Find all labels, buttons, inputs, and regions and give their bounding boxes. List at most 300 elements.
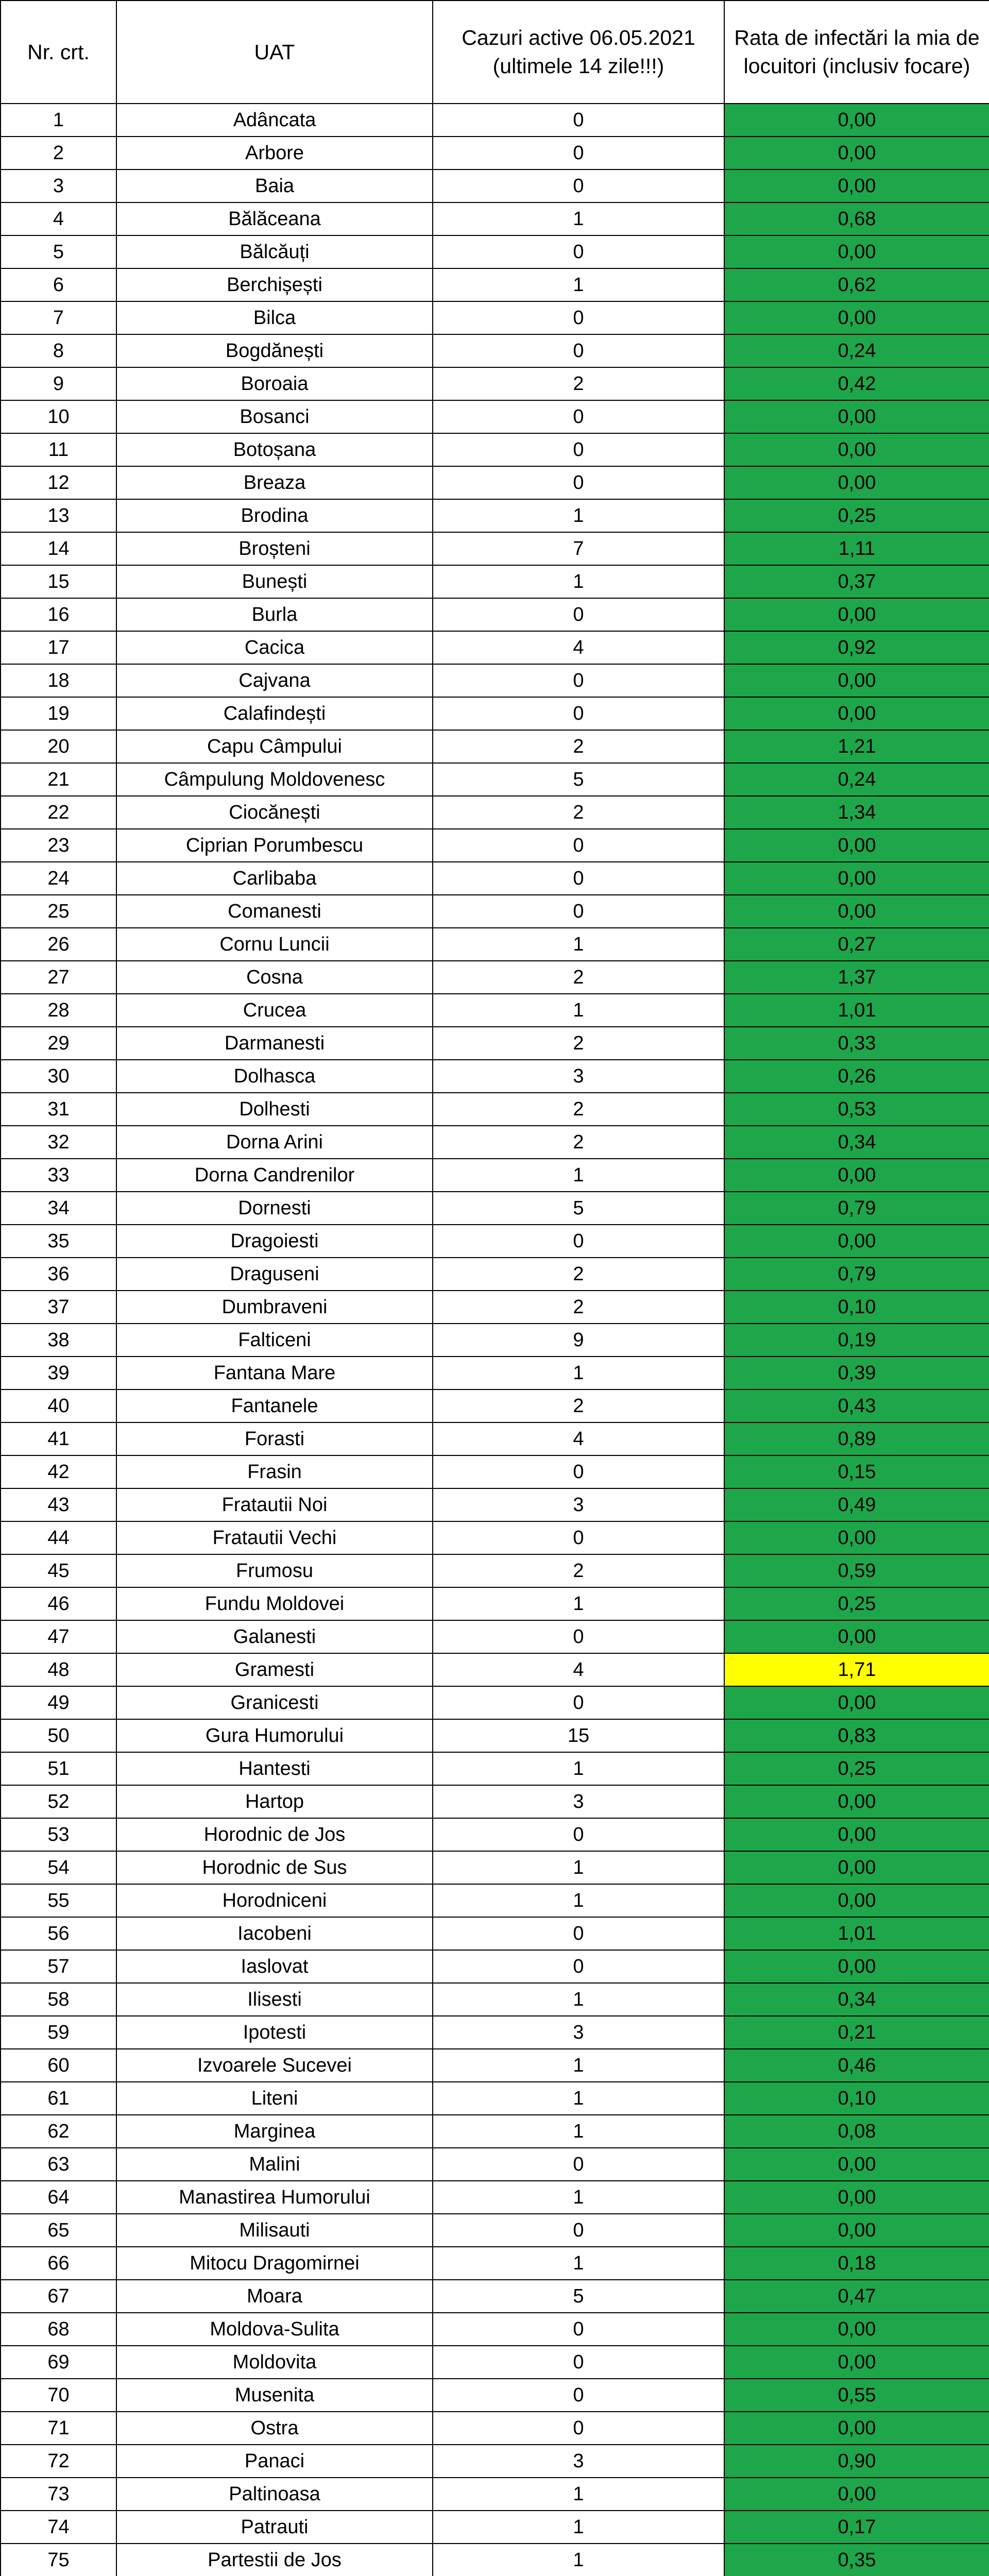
table-row (1, 2181, 989, 2214)
infection-rate: 0,24 (724, 334, 989, 367)
table-row (1, 598, 989, 631)
active-cases: 1 (433, 1357, 724, 1389)
active-cases: 0 (433, 664, 724, 697)
uat-name: Bunești (116, 565, 433, 598)
infection-rate: 0,55 (724, 2379, 989, 2412)
header-rate: Rata de infectări la mia de locuitori (inclusiv focare) (724, 1, 989, 104)
uat-name: Iaslovat (116, 1950, 433, 1983)
table-row (1, 2346, 989, 2379)
row-number: 57 (1, 1950, 116, 1983)
active-cases: 1 (433, 2181, 724, 2214)
row-number: 17 (1, 631, 116, 664)
table-row (1, 2412, 989, 2445)
active-cases: 0 (433, 2412, 724, 2445)
uat-name: Frasin (116, 1455, 433, 1488)
active-cases: 1 (433, 1752, 724, 1785)
row-number: 74 (1, 2511, 116, 2544)
uat-name: Ciocănești (116, 796, 433, 829)
active-cases: 5 (433, 2280, 724, 2313)
row-number: 24 (1, 862, 116, 895)
uat-name: Calafindești (116, 697, 433, 730)
header-cases: Cazuri active 06.05.2021 (ultimele 14 zile!!!) (433, 1, 724, 104)
active-cases: 1 (433, 928, 724, 961)
active-cases: 0 (433, 1225, 724, 1258)
infection-rate: 0,00 (724, 400, 989, 433)
infection-rate: 0,26 (724, 1060, 989, 1093)
active-cases: 0 (433, 466, 724, 499)
table-row (1, 2049, 989, 2082)
table-row (1, 1093, 989, 1126)
infection-rate: 0,59 (724, 1554, 989, 1587)
infection-rate: 0,18 (724, 2247, 989, 2280)
row-number: 31 (1, 1093, 116, 1126)
infection-rate: 0,17 (724, 2511, 989, 2544)
uat-name: Ilisesti (116, 1983, 433, 2016)
active-cases: 1 (433, 202, 724, 235)
table-row (1, 1785, 989, 1818)
active-cases: 3 (433, 2445, 724, 2478)
uat-name: Musenita (116, 2379, 433, 2412)
active-cases: 1 (433, 2511, 724, 2544)
table-row (1, 829, 989, 862)
infection-rate: 1,34 (724, 796, 989, 829)
row-number: 73 (1, 2478, 116, 2511)
table-row (1, 1620, 989, 1653)
active-cases: 1 (433, 268, 724, 301)
row-number: 25 (1, 895, 116, 928)
infection-rate: 0,79 (724, 1192, 989, 1225)
table-row (1, 1324, 989, 1357)
infection-rate: 0,10 (724, 2082, 989, 2115)
table-row (1, 1719, 989, 1752)
table-row (1, 1752, 989, 1785)
table-row (1, 2478, 989, 2511)
infection-rate: 0,00 (724, 1225, 989, 1258)
row-number: 45 (1, 1554, 116, 1587)
uat-name: Fantana Mare (116, 1357, 433, 1389)
active-cases: 1 (433, 1884, 724, 1917)
row-number: 16 (1, 598, 116, 631)
active-cases: 0 (433, 400, 724, 433)
uat-name: Manastirea Humorului (116, 2181, 433, 2214)
table-row (1, 1060, 989, 1093)
active-cases: 2 (433, 730, 724, 763)
table-row (1, 1653, 989, 1686)
row-number: 50 (1, 1719, 116, 1752)
row-number: 63 (1, 2148, 116, 2181)
infection-rate: 0,00 (724, 829, 989, 862)
table-row (1, 268, 989, 301)
row-number: 55 (1, 1884, 116, 1917)
uat-name: Bilca (116, 301, 433, 334)
infection-rate: 0,68 (724, 202, 989, 235)
infection-rate: 0,00 (724, 433, 989, 466)
uat-name: Liteni (116, 2082, 433, 2115)
row-number: 30 (1, 1060, 116, 1093)
active-cases: 0 (433, 1521, 724, 1554)
active-cases: 0 (433, 2148, 724, 2181)
row-number: 6 (1, 268, 116, 301)
row-number: 41 (1, 1422, 116, 1455)
infection-rate: 0,00 (724, 2181, 989, 2214)
infection-rate: 0,46 (724, 2049, 989, 2082)
row-number: 10 (1, 400, 116, 433)
table-row (1, 763, 989, 796)
uat-name: Dolhasca (116, 1060, 433, 1093)
active-cases: 0 (433, 1917, 724, 1950)
row-number: 47 (1, 1620, 116, 1653)
table-row (1, 565, 989, 598)
infection-rate: 0,00 (724, 1521, 989, 1554)
table-row (1, 104, 989, 137)
table-row (1, 1258, 989, 1291)
uat-name: Cajvana (116, 664, 433, 697)
table-row (1, 532, 989, 565)
uat-name: Berchișești (116, 268, 433, 301)
table-row (1, 2445, 989, 2478)
row-number: 61 (1, 2082, 116, 2115)
row-number: 51 (1, 1752, 116, 1785)
uat-name: Arbore (116, 137, 433, 170)
uat-name: Partestii de Jos (116, 2544, 433, 2576)
infection-rate: 0,00 (724, 104, 989, 137)
infection-rate: 1,37 (724, 961, 989, 994)
uat-name: Bălăceana (116, 202, 433, 235)
uat-name: Comanesti (116, 895, 433, 928)
table-row (1, 1126, 989, 1159)
infection-rate: 0,00 (724, 1851, 989, 1884)
table-row (1, 1818, 989, 1851)
infection-rate: 0,90 (724, 2445, 989, 2478)
infection-rate: 0,25 (724, 1752, 989, 1785)
active-cases: 0 (433, 1686, 724, 1719)
infection-rate: 0,00 (724, 2412, 989, 2445)
infection-rate: 0,00 (724, 1159, 989, 1192)
active-cases: 0 (433, 895, 724, 928)
row-number: 40 (1, 1389, 116, 1422)
uat-name: Capu Câmpului (116, 730, 433, 763)
active-cases: 4 (433, 631, 724, 664)
infection-rate: 0,15 (724, 1455, 989, 1488)
active-cases: 0 (433, 2313, 724, 2346)
table-row (1, 137, 989, 170)
row-number: 46 (1, 1587, 116, 1620)
uat-name: Bogdănești (116, 334, 433, 367)
row-number: 9 (1, 367, 116, 400)
table-row (1, 400, 989, 433)
table-row (1, 301, 989, 334)
active-cases: 1 (433, 1587, 724, 1620)
row-number: 48 (1, 1653, 116, 1686)
active-cases: 0 (433, 137, 724, 170)
infection-rate: 0,00 (724, 301, 989, 334)
uat-name: Milisauti (116, 2214, 433, 2247)
uat-name: Horodnic de Jos (116, 1818, 433, 1851)
uat-name: Frumosu (116, 1554, 433, 1587)
infection-rate: 0,00 (724, 862, 989, 895)
table-row (1, 1291, 989, 1324)
row-number: 19 (1, 697, 116, 730)
row-number: 69 (1, 2346, 116, 2379)
table-row (1, 1587, 989, 1620)
row-number: 35 (1, 1225, 116, 1258)
row-number: 58 (1, 1983, 116, 2016)
row-number: 13 (1, 499, 116, 532)
infection-rate: 0,34 (724, 1983, 989, 2016)
active-cases: 7 (433, 532, 724, 565)
row-number: 11 (1, 433, 116, 466)
uat-name: Gramesti (116, 1653, 433, 1686)
uat-name: Câmpulung Moldovenesc (116, 763, 433, 796)
row-number: 8 (1, 334, 116, 367)
active-cases: 1 (433, 994, 724, 1027)
active-cases: 0 (433, 104, 724, 137)
active-cases: 0 (433, 1950, 724, 1983)
active-cases: 0 (433, 2379, 724, 2412)
table-row (1, 994, 989, 1027)
infection-rate: 0,27 (724, 928, 989, 961)
active-cases: 0 (433, 301, 724, 334)
uat-name: Crucea (116, 994, 433, 1027)
header-row (1, 1, 989, 104)
row-number: 60 (1, 2049, 116, 2082)
infection-rate: 0,79 (724, 1258, 989, 1291)
uat-name: Moldova-Sulita (116, 2313, 433, 2346)
uat-name: Galanesti (116, 1620, 433, 1653)
row-number: 68 (1, 2313, 116, 2346)
table-row (1, 730, 989, 763)
table-row (1, 202, 989, 235)
uat-name: Darmanesti (116, 1027, 433, 1060)
uat-name: Cornu Luncii (116, 928, 433, 961)
infection-rate: 1,21 (724, 730, 989, 763)
infection-rate: 0,35 (724, 2544, 989, 2576)
table-row (1, 697, 989, 730)
table-row (1, 1884, 989, 1917)
uat-name: Dorna Candrenilor (116, 1159, 433, 1192)
row-number: 44 (1, 1521, 116, 1554)
uat-name: Boroaia (116, 367, 433, 400)
active-cases: 1 (433, 2544, 724, 2576)
infection-rate: 0,19 (724, 1324, 989, 1357)
table-row (1, 664, 989, 697)
row-number: 27 (1, 961, 116, 994)
row-number: 33 (1, 1159, 116, 1192)
active-cases: 2 (433, 1093, 724, 1126)
infection-rate: 0,34 (724, 1126, 989, 1159)
table-row (1, 334, 989, 367)
row-number: 1 (1, 104, 116, 137)
active-cases: 1 (433, 2247, 724, 2280)
infection-rate: 0,00 (724, 2478, 989, 2511)
active-cases: 0 (433, 2346, 724, 2379)
active-cases: 3 (433, 1785, 724, 1818)
infection-rate: 0,00 (724, 1785, 989, 1818)
active-cases: 15 (433, 1719, 724, 1752)
infection-rate: 0,00 (724, 2313, 989, 2346)
uat-name: Fantanele (116, 1389, 433, 1422)
table-row (1, 1521, 989, 1554)
infection-rate: 0,00 (724, 598, 989, 631)
row-number: 14 (1, 532, 116, 565)
table-row (1, 1983, 989, 2016)
active-cases: 4 (433, 1653, 724, 1686)
infection-rate: 0,00 (724, 664, 989, 697)
row-number: 18 (1, 664, 116, 697)
table-row (1, 1357, 989, 1389)
table-row (1, 1686, 989, 1719)
uat-name: Draguseni (116, 1258, 433, 1291)
row-number: 22 (1, 796, 116, 829)
infection-rate: 0,25 (724, 499, 989, 532)
uat-name: Hartop (116, 1785, 433, 1818)
table-row (1, 2082, 989, 2115)
uat-name: Adâncata (116, 104, 433, 137)
row-number: 43 (1, 1488, 116, 1521)
infection-rate: 0,00 (724, 2214, 989, 2247)
row-number: 59 (1, 2016, 116, 2049)
row-number: 3 (1, 170, 116, 202)
uat-name: Paltinoasa (116, 2478, 433, 2511)
infection-rate: 0,00 (724, 1818, 989, 1851)
active-cases: 2 (433, 367, 724, 400)
uat-name: Malini (116, 2148, 433, 2181)
row-number: 15 (1, 565, 116, 598)
uat-name: Bosanci (116, 400, 433, 433)
row-number: 12 (1, 466, 116, 499)
active-cases: 2 (433, 1258, 724, 1291)
row-number: 37 (1, 1291, 116, 1324)
uat-name: Horodnic de Sus (116, 1851, 433, 1884)
uat-name: Dornesti (116, 1192, 433, 1225)
uat-name: Horodniceni (116, 1884, 433, 1917)
active-cases: 0 (433, 829, 724, 862)
row-number: 72 (1, 2445, 116, 2478)
uat-name: Burla (116, 598, 433, 631)
active-cases: 2 (433, 1027, 724, 1060)
infection-rate: 0,10 (724, 1291, 989, 1324)
active-cases: 1 (433, 1159, 724, 1192)
uat-name: Cosna (116, 961, 433, 994)
uat-name: Patrauti (116, 2511, 433, 2544)
row-number: 53 (1, 1818, 116, 1851)
active-cases: 0 (433, 334, 724, 367)
uat-name: Izvoarele Sucevei (116, 2049, 433, 2082)
infection-rate: 0,25 (724, 1587, 989, 1620)
table-row (1, 2148, 989, 2181)
table-row (1, 1455, 989, 1488)
table-row (1, 170, 989, 202)
active-cases: 1 (433, 2049, 724, 2082)
uat-name: Ipotesti (116, 2016, 433, 2049)
active-cases: 0 (433, 1620, 724, 1653)
row-number: 2 (1, 137, 116, 170)
infection-rate: 0,53 (724, 1093, 989, 1126)
uat-name: Hantesti (116, 1752, 433, 1785)
infection-rate: 0,49 (724, 1488, 989, 1521)
uat-name: Baia (116, 170, 433, 202)
active-cases: 2 (433, 1554, 724, 1587)
uat-name: Fratautii Noi (116, 1488, 433, 1521)
uat-name: Dorna Arini (116, 1126, 433, 1159)
infection-rate: 0,37 (724, 565, 989, 598)
table-row (1, 1389, 989, 1422)
infection-rate: 0,00 (724, 2346, 989, 2379)
table-row (1, 2511, 989, 2544)
row-number: 4 (1, 202, 116, 235)
table-row (1, 928, 989, 961)
table-row (1, 1225, 989, 1258)
table-row (1, 796, 989, 829)
table-row (1, 2115, 989, 2148)
uat-name: Gura Humorului (116, 1719, 433, 1752)
row-number: 75 (1, 2544, 116, 2576)
infection-rate: 0,92 (724, 631, 989, 664)
uat-name: Panaci (116, 2445, 433, 2478)
table-row (1, 235, 989, 268)
active-cases: 1 (433, 565, 724, 598)
infection-rate: 0,83 (724, 1719, 989, 1752)
active-cases: 0 (433, 433, 724, 466)
row-number: 20 (1, 730, 116, 763)
uat-name: Bălcăuți (116, 235, 433, 268)
table-row (1, 895, 989, 928)
table-row (1, 433, 989, 466)
active-cases: 3 (433, 1488, 724, 1521)
row-number: 65 (1, 2214, 116, 2247)
table-row (1, 1422, 989, 1455)
uat-name: Dumbraveni (116, 1291, 433, 1324)
uat-name: Cacica (116, 631, 433, 664)
row-number: 64 (1, 2181, 116, 2214)
infection-rate: 0,62 (724, 268, 989, 301)
uat-name: Marginea (116, 2115, 433, 2148)
row-number: 62 (1, 2115, 116, 2148)
infection-rate: 1,01 (724, 994, 989, 1027)
header-uat: UAT (116, 1, 433, 104)
uat-name: Iacobeni (116, 1917, 433, 1950)
row-number: 29 (1, 1027, 116, 1060)
uat-name: Dolhesti (116, 1093, 433, 1126)
row-number: 32 (1, 1126, 116, 1159)
table-row (1, 1554, 989, 1587)
table-row (1, 2247, 989, 2280)
table-row (1, 2313, 989, 2346)
table-row (1, 2544, 989, 2576)
infection-rate: 0,00 (724, 466, 989, 499)
active-cases: 1 (433, 1983, 724, 2016)
infection-rate: 1,71 (724, 1653, 989, 1686)
active-cases: 0 (433, 598, 724, 631)
row-number: 49 (1, 1686, 116, 1719)
row-number: 7 (1, 301, 116, 334)
infection-rate: 0,00 (724, 697, 989, 730)
row-number: 67 (1, 2280, 116, 2313)
infection-rate: 1,11 (724, 532, 989, 565)
table-row (1, 862, 989, 895)
infection-rate: 0,00 (724, 1620, 989, 1653)
row-number: 56 (1, 1917, 116, 1950)
active-cases: 9 (433, 1324, 724, 1357)
active-cases: 1 (433, 1851, 724, 1884)
uat-name: Falticeni (116, 1324, 433, 1357)
table-row (1, 1950, 989, 1983)
row-number: 34 (1, 1192, 116, 1225)
infection-rate: 0,33 (724, 1027, 989, 1060)
active-cases: 1 (433, 499, 724, 532)
row-number: 28 (1, 994, 116, 1027)
active-cases: 0 (433, 1455, 724, 1488)
